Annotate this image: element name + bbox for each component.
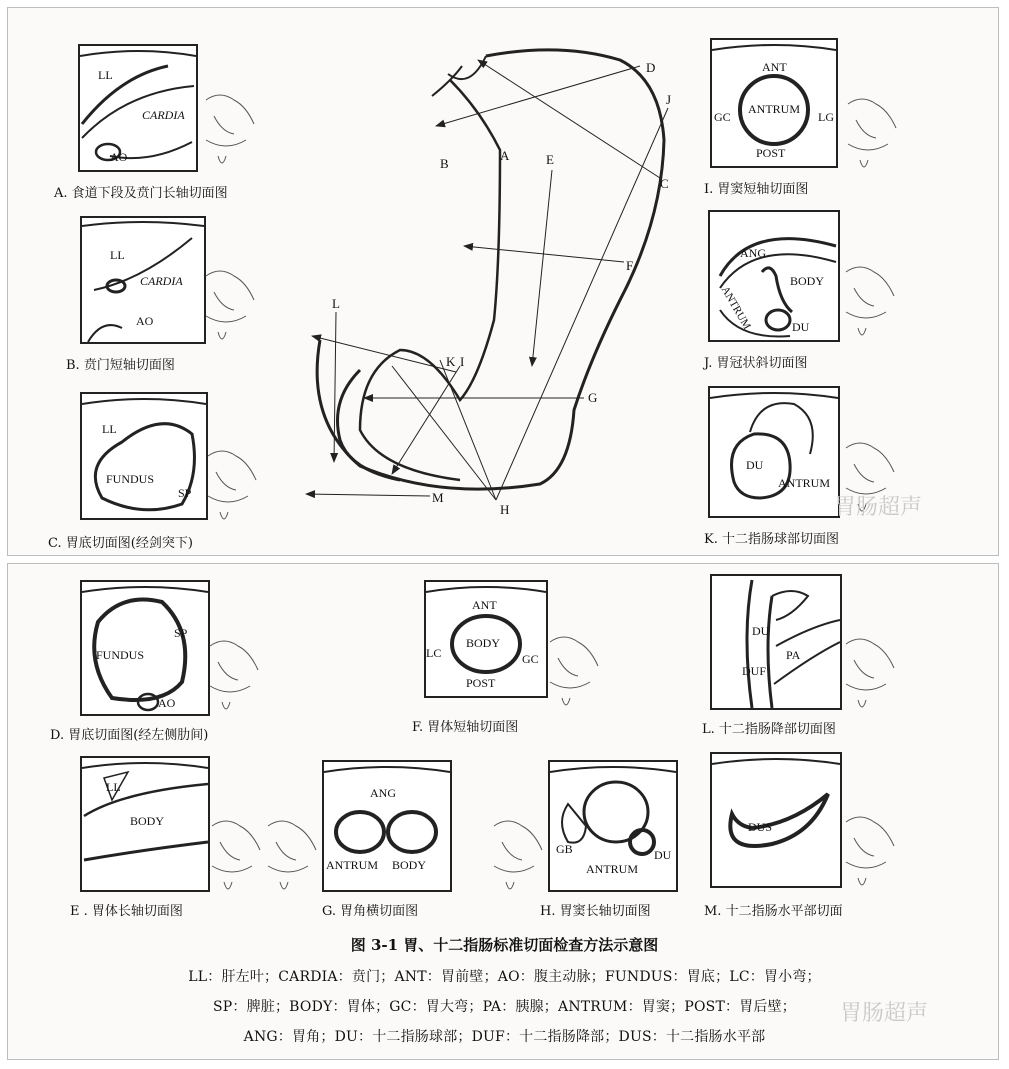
label-ll: LL bbox=[98, 68, 113, 82]
label-antrum: ANTRUM bbox=[748, 102, 801, 116]
label-ll: LL bbox=[106, 780, 121, 794]
watermark-bottom: 胃肠超声 bbox=[840, 1001, 929, 1026]
arrow-k bbox=[312, 336, 456, 372]
arrow-i bbox=[392, 366, 460, 474]
label-du: DU bbox=[792, 320, 810, 334]
frame-e bbox=[80, 756, 210, 892]
caption-g: G. 胃角横切面图 bbox=[322, 904, 419, 919]
caption-i: I. 胃窦短轴切面图 bbox=[704, 182, 809, 197]
legend-line-3: ANG：胃角；DU：十二指肠球部；DUF：十二指肠降部；DUS：十二指肠水平部 bbox=[243, 1029, 766, 1045]
stomach-letter-j: J bbox=[666, 92, 672, 107]
label-antrum: ANTRUM bbox=[778, 476, 831, 490]
caption-l: L. 十二指肠降部切面图 bbox=[702, 722, 836, 737]
caption-h: H. 胃窦长轴切面图 bbox=[540, 904, 651, 919]
frame-m-sketch bbox=[712, 754, 840, 886]
label-ang: ANG bbox=[370, 786, 396, 800]
caption-a: A. 食道下段及贲门长轴切面图 bbox=[54, 186, 228, 201]
label-pa: PA bbox=[786, 648, 801, 662]
stomach-letter-k: K bbox=[446, 354, 456, 369]
caption-b: B. 贲门短轴切面图 bbox=[66, 358, 175, 373]
stomach-letter-l: L bbox=[332, 296, 340, 311]
stomach-letter-f: F bbox=[626, 258, 634, 273]
label-body: BODY bbox=[130, 814, 165, 828]
line-j bbox=[496, 108, 668, 500]
label-cardia: CARDIA bbox=[140, 274, 183, 288]
stomach-letter-c: C bbox=[660, 176, 669, 191]
label-ll: LL bbox=[110, 248, 125, 262]
stomach-letter-h: H bbox=[500, 502, 510, 517]
label-gb: GB bbox=[556, 842, 573, 856]
stomach-letter-a: A bbox=[500, 148, 510, 163]
label-post: POST bbox=[756, 146, 786, 160]
label-post: POST bbox=[466, 676, 496, 690]
label-antrum: ANTRUM bbox=[718, 284, 753, 332]
caption-d: D. 胃底切面图(经左侧肋间) bbox=[50, 728, 209, 743]
label-ao: AO bbox=[136, 314, 154, 328]
label-du: DU bbox=[654, 848, 672, 862]
label-fundus: FUNDUS bbox=[106, 472, 155, 486]
watermark-top: 胃肠超声 bbox=[834, 495, 923, 520]
frame-f bbox=[424, 580, 548, 698]
frame-d bbox=[80, 580, 210, 716]
legend-line-2: SP：脾脏；BODY：胃体；GC：胃大弯；PA：胰腺；ANTRUM：胃窦；POST：胃后壁； bbox=[212, 999, 797, 1015]
stomach-inner bbox=[360, 80, 500, 480]
label-ang: ANG bbox=[740, 246, 766, 260]
arrow-d bbox=[436, 66, 640, 126]
label-body: BODY bbox=[790, 274, 825, 288]
arrow-m bbox=[306, 494, 430, 496]
stomach-letter-e: E bbox=[546, 152, 554, 167]
legend-line-1: LL：肝左叶；CARDIA：贲门；ANT：胃前壁；AO：腹主动脉；FUNDUS：胃底；LC：胃小弯； bbox=[188, 969, 821, 985]
label-cardia: CARDIA bbox=[142, 108, 185, 122]
label-gc: GC bbox=[714, 110, 731, 124]
duodenum-loop bbox=[338, 370, 401, 480]
label-sp: SP bbox=[174, 626, 188, 640]
figure-title: 图 3-1 胃、十二指肠标准切面检查方法示意图 bbox=[350, 936, 659, 954]
label-ant: ANT bbox=[762, 60, 787, 74]
stomach-outline bbox=[317, 50, 664, 489]
label-duf: DUF bbox=[742, 664, 767, 678]
label-du: DU bbox=[746, 458, 764, 472]
label-lg: LG bbox=[818, 110, 834, 124]
stomach-letter-g: G bbox=[588, 390, 598, 405]
label-ll: LL bbox=[102, 422, 117, 436]
caption-c: C. 胃底切面图(经剑突下) bbox=[48, 536, 193, 551]
label-du: DU bbox=[752, 624, 770, 638]
caption-j: J. 胃冠状斜切面图 bbox=[704, 356, 808, 371]
label-ant: ANT bbox=[472, 598, 497, 612]
arrow-e bbox=[532, 170, 552, 366]
caption-e: E . 胃体长轴切面图 bbox=[70, 904, 183, 919]
frame-m bbox=[710, 752, 842, 888]
esophagus-left bbox=[432, 66, 462, 96]
frame-g bbox=[322, 760, 452, 892]
caption-k: K. 十二指肠球部切面图 bbox=[704, 532, 839, 547]
frame-h bbox=[548, 760, 678, 892]
label-ao: AO bbox=[110, 150, 128, 164]
label-lc: LC bbox=[426, 646, 442, 660]
label-sp: SP bbox=[178, 486, 192, 500]
label-ao: AO bbox=[158, 696, 176, 710]
label-body: BODY bbox=[392, 858, 427, 872]
label-fundus: FUNDUS bbox=[96, 648, 145, 662]
caption-m: M. 十二指肠水平部切面 bbox=[704, 904, 843, 919]
label-body: BODY bbox=[466, 636, 501, 650]
label-dus: DUS bbox=[748, 820, 773, 834]
label-antrum: ANTRUM bbox=[586, 862, 639, 876]
frame-l-sketch bbox=[712, 576, 840, 708]
frame-l bbox=[710, 574, 842, 710]
stomach-letter-i: I bbox=[460, 354, 465, 369]
stomach-letter-d: D bbox=[646, 60, 656, 75]
label-gc: GC bbox=[522, 652, 539, 666]
stomach-letter-b: B bbox=[440, 156, 449, 171]
caption-f: F. 胃体短轴切面图 bbox=[412, 720, 519, 735]
label-antrum: ANTRUM bbox=[326, 858, 379, 872]
stomach-letter-m: M bbox=[432, 490, 444, 505]
